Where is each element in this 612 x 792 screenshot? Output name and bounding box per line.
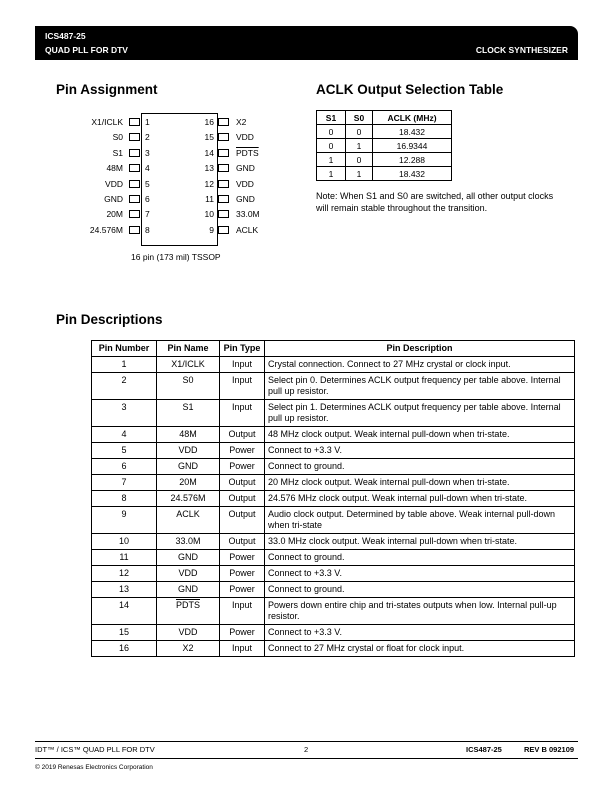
pin-description-cell: Audio clock output. Determined by table above. Weak internal pull-down when tri-state <box>265 507 575 534</box>
left-pin-name: GND <box>104 194 123 204</box>
pin-name-cell: PDTS <box>157 598 220 625</box>
left-pin-number: 6 <box>145 194 150 204</box>
left-pin-name: X1/ICLK <box>91 117 123 127</box>
pin-name-cell: ACLK <box>157 507 220 534</box>
footer-rule-2 <box>35 758 578 759</box>
pin-lead <box>129 118 140 126</box>
pin-type-cell: Input <box>220 400 265 427</box>
aclk-cell: 1 <box>346 139 373 153</box>
pin-number-cell: 13 <box>92 582 157 598</box>
pin-lead <box>218 180 229 188</box>
aclk-row <box>317 167 452 181</box>
pin-lead <box>218 210 229 218</box>
pin-type-cell: Power <box>220 550 265 566</box>
pin-type-cell: Input <box>220 357 265 373</box>
aclk-cell: 0 <box>346 125 373 139</box>
left-pin-number: 5 <box>145 178 150 189</box>
pin-number-cell: 14 <box>92 598 157 625</box>
right-pin-number: 12 <box>204 178 214 189</box>
pin-number-cell: 2 <box>92 373 157 400</box>
pin-description-cell: 24.576 MHz clock output. Weak internal pull-down when tri-state. <box>265 491 575 507</box>
pin-description-cell: Connect to +3.3 V. <box>265 443 575 459</box>
pin-type-cell: Power <box>220 582 265 598</box>
pin-name-cell: X1/ICLK <box>157 357 220 373</box>
pin-description-cell: Connect to ground. <box>265 582 575 598</box>
table-row <box>92 598 575 625</box>
left-pin-number: 8 <box>145 224 150 235</box>
pin-name-cell: X2 <box>157 641 220 657</box>
pin-lead <box>218 195 229 203</box>
pin-type-cell: Input <box>220 373 265 400</box>
pin-number-cell: 15 <box>92 625 157 641</box>
footer-page-number: 2 <box>304 745 309 754</box>
pin-number-cell: 10 <box>92 534 157 550</box>
left-pin-name: 24.576M <box>89 224 123 235</box>
pin-lead <box>129 164 140 172</box>
pin-number-cell: 16 <box>92 641 157 657</box>
right-pin-number: 16 <box>204 117 214 127</box>
pin-description-cell: 48 MHz clock output. Weak internal pull-down when tri-state. <box>265 427 575 443</box>
pin-lead <box>218 164 229 172</box>
pin-assignment-title: Pin Assignment <box>56 82 158 97</box>
left-pin-name: S0 <box>112 132 123 143</box>
pin-description-cell: Connect to ground. <box>265 459 575 475</box>
pin-number-cell: 7 <box>92 475 157 491</box>
pd-header-description: Pin Description <box>265 341 575 357</box>
pin-type-cell: Output <box>220 491 265 507</box>
pin-lead <box>129 133 140 141</box>
pin-type-cell: Input <box>220 641 265 657</box>
right-pin-number: 13 <box>204 163 214 174</box>
right-pin-name: PDTS <box>236 147 259 158</box>
pd-header-number: Pin Number <box>92 341 157 357</box>
left-pin-name: 48M <box>106 163 123 174</box>
aclk-cell: 12.288 <box>373 153 452 167</box>
pin-name-cell: GND <box>157 550 220 566</box>
pin-type-cell: Output <box>220 507 265 534</box>
pin-name-cell: VDD <box>157 443 220 459</box>
pin-description-cell: Connect to 27 MHz crystal or float for clock input. <box>265 641 575 657</box>
pin-lead <box>129 149 140 157</box>
aclk-row <box>317 153 452 167</box>
table-row <box>92 550 575 566</box>
pin-name-cell: 24.576M <box>157 491 220 507</box>
pin-number-cell: 1 <box>92 357 157 373</box>
aclk-cell: 18.432 <box>373 167 452 181</box>
pin-type-cell: Power <box>220 459 265 475</box>
pin-number-cell: 9 <box>92 507 157 534</box>
aclk-cell: 18.432 <box>373 125 452 139</box>
left-pin-number: 1 <box>145 117 150 127</box>
right-pin-number: 10 <box>204 209 214 220</box>
pin-number-cell: 4 <box>92 427 157 443</box>
pin-name-cell: S1 <box>157 400 220 427</box>
pin-type-cell: Power <box>220 443 265 459</box>
footer-copyright: © 2019 Renesas Electronics Corporation <box>35 764 153 771</box>
aclk-selection-table <box>316 110 452 181</box>
pin-name-cell: 33.0M <box>157 534 220 550</box>
pin-type-cell: Power <box>220 566 265 582</box>
right-pin-name: X2 <box>236 117 247 127</box>
pin-lead <box>218 226 229 234</box>
table-row <box>92 641 575 657</box>
table-row <box>92 625 575 641</box>
aclk-row <box>317 139 452 153</box>
pd-header-name: Pin Name <box>157 341 220 357</box>
aclk-header-s0: S0 <box>346 111 373 125</box>
right-pin-number: 11 <box>205 194 214 204</box>
pin-descriptions-table <box>91 340 575 657</box>
footer-part-number: ICS487-25 <box>466 745 502 754</box>
right-pin-name: VDD <box>236 178 254 189</box>
left-pin-number: 2 <box>145 132 150 143</box>
left-pin-name: 20M <box>106 209 123 220</box>
pin-lead <box>218 118 229 126</box>
pin-name-cell: 48M <box>157 427 220 443</box>
aclk-cell: 0 <box>317 125 346 139</box>
right-pin-name: GND <box>236 194 255 204</box>
header-part-number: ICS487-25 <box>45 31 86 41</box>
table-row <box>92 373 575 400</box>
pin-lead <box>129 226 140 234</box>
pin-description-cell: Select pin 1. Determines ACLK output frequency per table above. Internal pull up resistor. <box>265 400 575 427</box>
pin-description-cell: Connect to ground. <box>265 550 575 566</box>
table-row <box>92 459 575 475</box>
pin-description-cell: Powers down entire chip and tri-states outputs when low. Internal pull-up resistor. <box>265 598 575 625</box>
pin-descriptions-title: Pin Descriptions <box>56 312 163 327</box>
table-row <box>92 491 575 507</box>
pin-number-cell: 8 <box>92 491 157 507</box>
right-pin-number: 14 <box>204 147 214 158</box>
footer-rule <box>35 741 578 742</box>
pin-type-cell: Output <box>220 475 265 491</box>
right-pin-name: VDD <box>236 132 254 143</box>
table-row <box>92 582 575 598</box>
right-pin-number: 9 <box>209 224 214 235</box>
aclk-table-title: ACLK Output Selection Table <box>316 82 504 97</box>
table-row <box>92 507 575 534</box>
pin-type-cell: Output <box>220 534 265 550</box>
pin-description-cell: Connect to +3.3 V. <box>265 566 575 582</box>
pd-header-type: Pin Type <box>220 341 265 357</box>
aclk-cell: 1 <box>346 167 373 181</box>
pin-type-cell: Input <box>220 598 265 625</box>
table-row <box>92 357 575 373</box>
pin-description-cell: Select pin 0. Determines ACLK output frequency per table above. Internal pull up resistor. <box>265 373 575 400</box>
pin-number-cell: 6 <box>92 459 157 475</box>
table-row <box>92 566 575 582</box>
pin-lead <box>129 210 140 218</box>
header-product: QUAD PLL FOR DTV <box>45 45 128 55</box>
aclk-cell: 1 <box>317 167 346 181</box>
pin-name-cell: 20M <box>157 475 220 491</box>
package-label: 16 pin (173 mil) TSSOP <box>131 252 221 262</box>
right-pin-name: ACLK <box>236 224 259 235</box>
table-row <box>92 475 575 491</box>
table-row <box>92 400 575 427</box>
pin-type-cell: Power <box>220 625 265 641</box>
aclk-note: Note: When S1 and S0 are switched, all other output clocks will remain stable throughout the transition. <box>316 191 554 213</box>
left-pin-number: 7 <box>145 209 150 220</box>
pin-number-cell: 12 <box>92 566 157 582</box>
pin-number-cell: 5 <box>92 443 157 459</box>
pin-description-cell: 33.0 MHz clock output. Weak internal pull-down when tri-state. <box>265 534 575 550</box>
table-row <box>92 443 575 459</box>
pin-name-cell: VDD <box>157 625 220 641</box>
aclk-cell: 0 <box>346 153 373 167</box>
pin-lead <box>218 149 229 157</box>
right-pin-name: GND <box>236 163 255 174</box>
pin-name-cell: VDD <box>157 566 220 582</box>
pin-name-cell: GND <box>157 582 220 598</box>
table-row <box>92 534 575 550</box>
pin-name-cell: S0 <box>157 373 220 400</box>
left-pin-number: 3 <box>145 147 150 158</box>
header-category: CLOCK SYNTHESIZER <box>475 45 568 55</box>
left-pin-name: VDD <box>105 178 123 189</box>
pin-description-cell: 20 MHz clock output. Weak internal pull-down when tri-state. <box>265 475 575 491</box>
footer-revision: REV B 092109 <box>524 745 575 754</box>
page-header <box>35 26 578 60</box>
pin-lead <box>129 180 140 188</box>
aclk-header-freq: ACLK (MHz) <box>373 111 452 125</box>
footer-product: IDT™ / ICS™ QUAD PLL FOR DTV <box>35 745 155 754</box>
aclk-header-s1: S1 <box>317 111 346 125</box>
left-pin-name: S1 <box>112 147 123 158</box>
pin-number-cell: 11 <box>92 550 157 566</box>
pin-name-cell: GND <box>157 459 220 475</box>
pin-lead <box>218 133 229 141</box>
aclk-cell: 1 <box>317 153 346 167</box>
pin-type-cell: Output <box>220 427 265 443</box>
left-pin-number: 4 <box>145 163 150 174</box>
aclk-cell: 16.9344 <box>373 139 452 153</box>
table-row <box>92 427 575 443</box>
pin-description-cell: Connect to +3.3 V. <box>265 625 575 641</box>
pin-number-cell: 3 <box>92 400 157 427</box>
right-pin-number: 15 <box>204 132 214 143</box>
aclk-row <box>317 125 452 139</box>
right-pin-name: 33.0M <box>236 209 260 220</box>
pin-description-cell: Crystal connection. Connect to 27 MHz crystal or clock input. <box>265 357 575 373</box>
pin-lead <box>129 195 140 203</box>
aclk-cell: 0 <box>317 139 346 153</box>
